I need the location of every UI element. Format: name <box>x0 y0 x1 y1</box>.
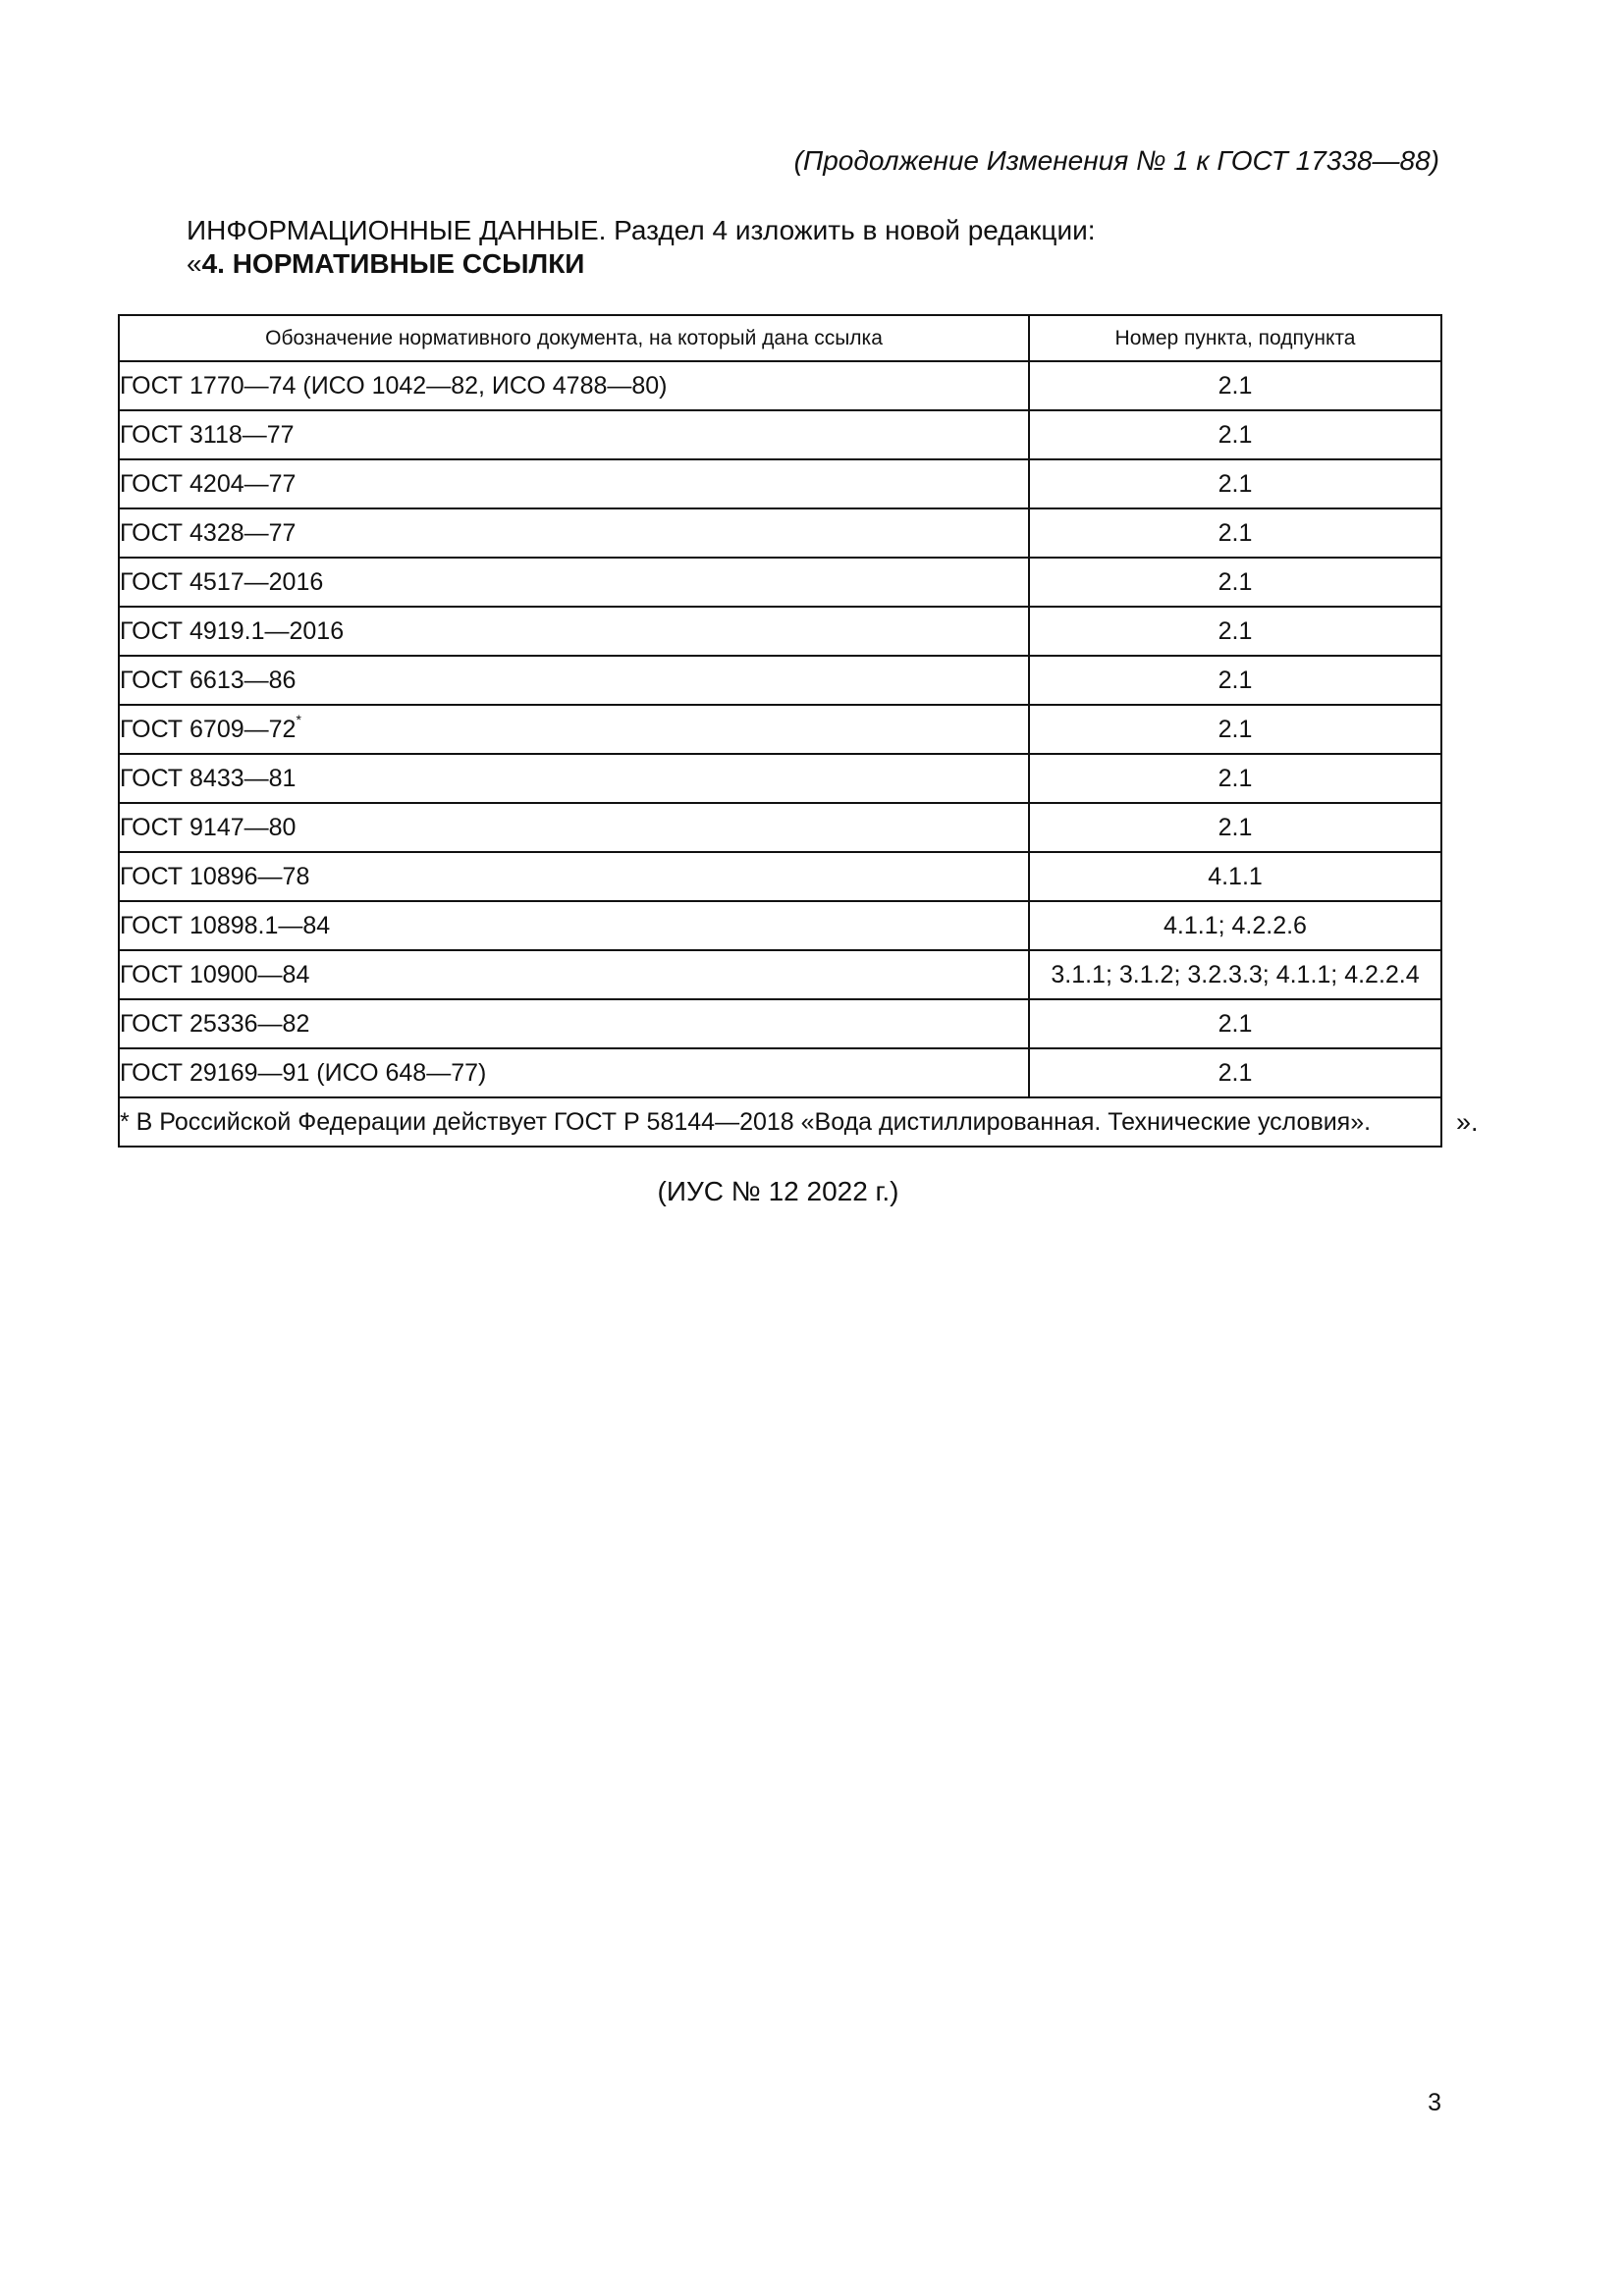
document-cell <box>119 410 1029 459</box>
clause-cell: 2.1 <box>1029 459 1441 508</box>
open-quote: « <box>187 248 202 279</box>
continuation-note: (Продолжение Изменения № 1 к ГОСТ 17338—88) <box>793 145 1439 176</box>
document-designation: ГОСТ 3118—77 <box>120 420 295 449</box>
table-row <box>119 361 1441 410</box>
document-cell <box>119 999 1029 1048</box>
table-row <box>119 607 1441 656</box>
clause-cell: 2.1 <box>1029 508 1441 558</box>
document-designation: ГОСТ 6709—72 <box>120 715 297 743</box>
page-number: 3 <box>1428 2089 1441 2116</box>
intro-block <box>187 214 1096 281</box>
document-cell <box>119 754 1029 803</box>
clause-cell: 3.1.1; 3.1.2; 3.2.3.3; 4.1.1; 4.2.2.4 <box>1029 950 1441 999</box>
header-clause: Номер пункта, подпункта <box>1029 315 1441 361</box>
section-title: 4. НОРМАТИВНЫЕ ССЫЛКИ <box>201 248 585 279</box>
document-designation: ГОСТ 4204—77 <box>120 469 297 498</box>
table-row <box>119 754 1441 803</box>
clause-cell: 2.1 <box>1029 361 1441 410</box>
table-header-row <box>119 315 1441 361</box>
document-designation: ГОСТ 9147—80 <box>120 813 297 841</box>
clause-cell: 2.1 <box>1029 1048 1441 1097</box>
publication-info: (ИУС № 12 2022 г.) <box>657 1176 899 1206</box>
document-designation: ГОСТ 4328—77 <box>120 518 297 547</box>
document-cell <box>119 508 1029 558</box>
table-row <box>119 852 1441 901</box>
clause-cell: 2.1 <box>1029 999 1441 1048</box>
document-cell <box>119 361 1029 410</box>
footnote: * В Российской Федерации действует ГОСТ Р 58144—2018 «Вода дистиллированная. Технические условия». <box>119 1097 1441 1147</box>
document-designation: ГОСТ 4919.1—2016 <box>120 616 345 645</box>
document-designation: ГОСТ 10898.1—84 <box>120 911 331 939</box>
document-cell <box>119 607 1029 656</box>
clause-cell: 2.1 <box>1029 656 1441 705</box>
document-designation: ГОСТ 4517—2016 <box>120 567 324 596</box>
document-cell <box>119 558 1029 607</box>
table-row <box>119 558 1441 607</box>
table-row <box>119 950 1441 999</box>
table-row <box>119 656 1441 705</box>
document-designation: ГОСТ 29169—91 (ИСО 648—77) <box>120 1058 487 1087</box>
clause-cell: 4.1.1 <box>1029 852 1441 901</box>
document-cell <box>119 803 1029 852</box>
clause-cell: 2.1 <box>1029 607 1441 656</box>
document-designation: ГОСТ 1770—74 (ИСО 1042—82, ИСО 4788—80) <box>120 371 668 400</box>
table-row <box>119 459 1441 508</box>
clause-cell: 2.1 <box>1029 558 1441 607</box>
table-row <box>119 508 1441 558</box>
clause-cell: 2.1 <box>1029 705 1441 754</box>
clause-cell: 4.1.1; 4.2.2.6 <box>1029 901 1441 950</box>
document-designation: ГОСТ 10896—78 <box>120 862 310 890</box>
table-row <box>119 1048 1441 1097</box>
footnote-row <box>119 1097 1441 1147</box>
references-table <box>118 314 1442 1148</box>
clause-cell: 2.1 <box>1029 410 1441 459</box>
section-title-line <box>187 247 1096 281</box>
document-cell <box>119 901 1029 950</box>
document-cell <box>119 950 1029 999</box>
document-cell <box>119 459 1029 508</box>
clause-cell: 2.1 <box>1029 803 1441 852</box>
document-designation: ГОСТ 10900—84 <box>120 960 310 988</box>
table-row <box>119 901 1441 950</box>
document-cell <box>119 852 1029 901</box>
document-designation: ГОСТ 25336—82 <box>120 1009 310 1038</box>
table-row <box>119 803 1441 852</box>
document-designation: ГОСТ 6613—86 <box>120 666 297 694</box>
document-cell <box>119 656 1029 705</box>
table-row <box>119 999 1441 1048</box>
table-row <box>119 410 1441 459</box>
clause-cell: 2.1 <box>1029 754 1441 803</box>
footnote-mark: * <box>296 711 301 727</box>
document-cell <box>119 1048 1029 1097</box>
instruction-text: ИНФОРМАЦИОННЫЕ ДАННЫЕ. Раздел 4 изложить в новой редакции: <box>187 215 1096 245</box>
document-cell <box>119 705 1029 754</box>
table-body <box>119 361 1441 1097</box>
table-row <box>119 705 1441 754</box>
document-designation: ГОСТ 8433—81 <box>120 764 297 792</box>
close-quote: ». <box>1456 1107 1479 1137</box>
header-document: Обозначение нормативного документа, на который дана ссылка <box>119 315 1029 361</box>
